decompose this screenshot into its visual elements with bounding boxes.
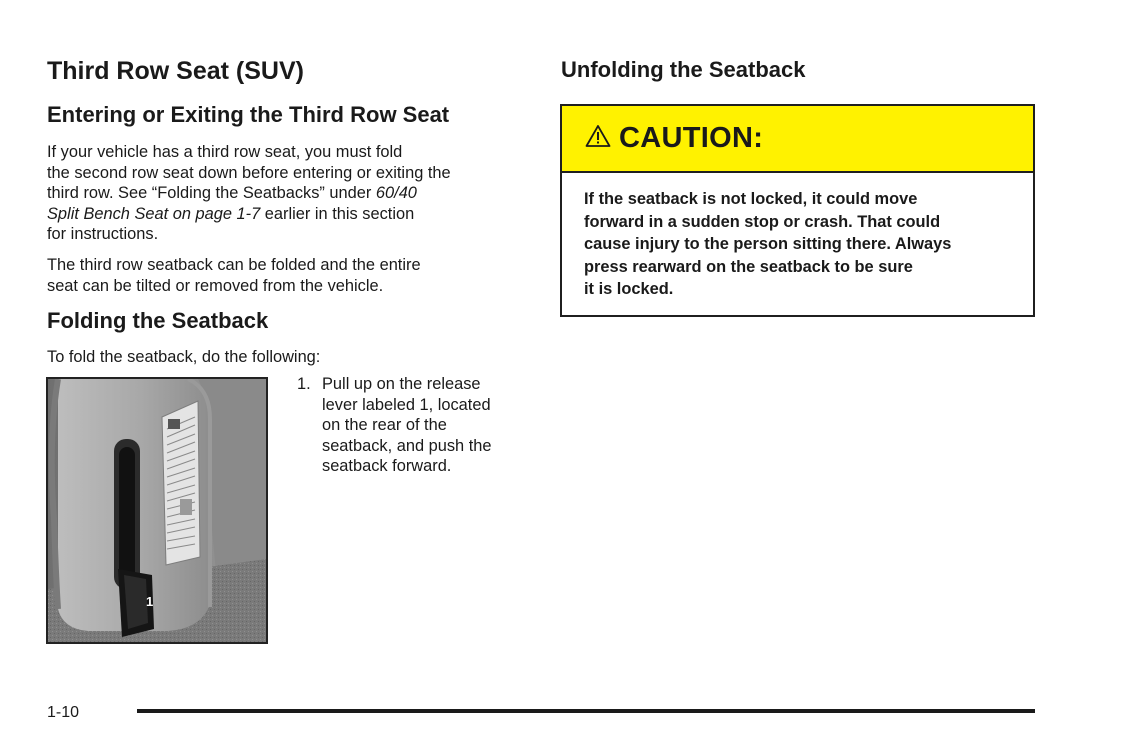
page-title: Third Row Seat (SUV) [47, 57, 304, 85]
page-number: 1-10 [47, 704, 80, 721]
seatback-release-lever-photo [46, 377, 268, 644]
text-segment: earlier in this section [260, 204, 415, 223]
caution-header [562, 106, 1033, 173]
text-line: seatback forward. [322, 457, 452, 476]
text-line: If the seatback is not locked, it could move [584, 190, 918, 208]
text-line [47, 183, 527, 204]
text-line: To fold the seatback, do the following: [47, 348, 321, 366]
lever-number-label: 1 [146, 594, 154, 609]
caution-title: CAUTION: [619, 122, 764, 154]
footer-divider [137, 709, 1035, 713]
cross-reference-link[interactable]: Split Bench Seat on page 1-7 [47, 204, 261, 223]
text-line: cause injury to the person sitting there. Always [584, 235, 952, 254]
text-line: the second row seat down before entering or exiting the [47, 163, 451, 182]
caution-text [584, 188, 951, 301]
text-line: press rearward on the seatback to be sure [584, 257, 913, 276]
text-line: forward in a sudden stop or crash. That could [584, 212, 941, 231]
text-line [47, 204, 527, 225]
text-line: lever labeled 1, located [322, 395, 491, 414]
cross-reference-link[interactable]: 60/40 [375, 184, 417, 203]
text-line: it is locked. [584, 280, 674, 299]
text-line: seatback, and push the [322, 436, 492, 455]
section-heading-unfolding: Unfolding the Seatback [561, 57, 806, 82]
text-line: If your vehicle has a third row seat, you must fold [47, 143, 403, 161]
step-number: 1. [297, 375, 311, 393]
seatback-photo-illustration [48, 379, 266, 642]
seatback-info-paragraph [47, 255, 527, 296]
text-line: seat can be tilted or removed from the vehicle. [47, 276, 384, 295]
text-line: The third row seatback can be folded and the entire [47, 256, 421, 274]
folding-intro [47, 347, 527, 368]
text-line: for instructions. [47, 225, 159, 244]
warning-triangle-icon [585, 124, 611, 148]
text-line: Pull up on the release [322, 375, 481, 393]
section-heading-folding: Folding the Seatback [47, 308, 269, 333]
caution-box [560, 104, 1035, 317]
section-heading-entering-exiting: Entering or Exiting the Third Row Seat [47, 102, 450, 127]
text-segment: third row. See “Folding the Seatbacks” under [47, 184, 376, 203]
step-text [322, 374, 492, 477]
text-line: on the rear of the [322, 416, 447, 435]
entering-exiting-paragraph [47, 142, 527, 245]
